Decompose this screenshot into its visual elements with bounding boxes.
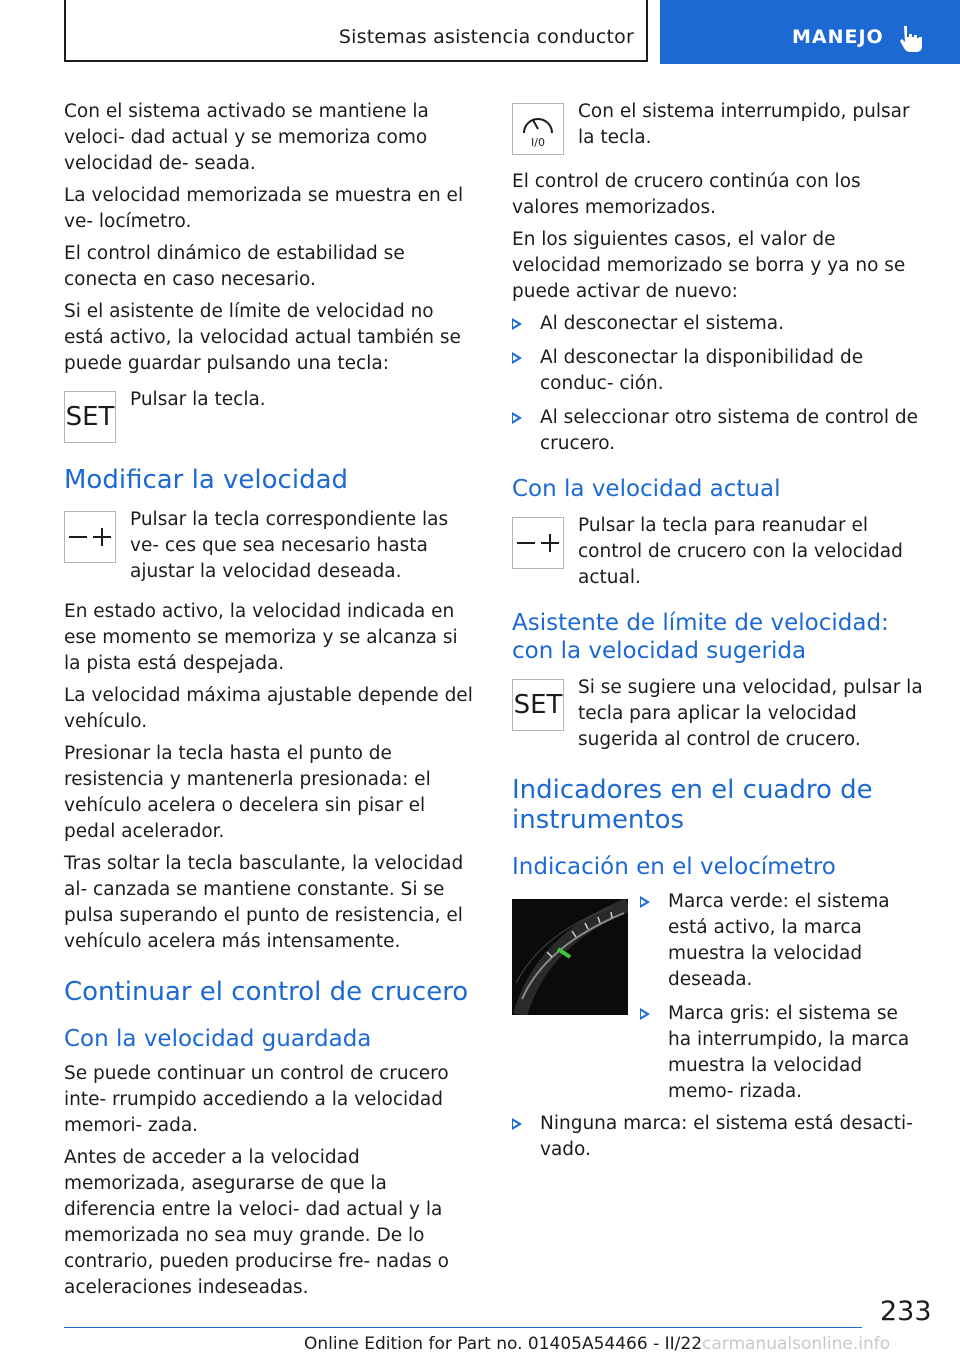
paragraph: La velocidad memorizada se muestra en el ve‐ locímetro.	[64, 185, 464, 232]
limit-set-instruction	[512, 675, 926, 753]
heading-saved-speed: Con la velocidad guardada	[64, 1026, 372, 1052]
no-mark-list	[512, 1111, 926, 1163]
paragraph: El control dinámico de estabilidad se conecta en caso necesario.	[64, 243, 405, 290]
watermark: carmanualsonline.info	[702, 1334, 891, 1354]
set-key-text: Pulsar la tecla.	[130, 389, 266, 410]
triangle-bullet-icon	[640, 896, 650, 908]
list-item: Marca gris: el sistema se ha interrumpido, la marca muestra la velocidad memo‐ rizada.	[640, 1001, 926, 1105]
heading-current-speed: Con la velocidad actual	[512, 476, 781, 502]
list-item: Al desconectar la disponibilidad de conduc‐ ción.	[512, 345, 926, 397]
limit-set-text: Si se sugiere una velocidad, pulsar la tecla para aplicar la velocidad sugerida al control de crucero.	[578, 677, 923, 750]
plus-minus-key-icon	[512, 517, 564, 569]
header-section-box	[64, 0, 648, 62]
resume-key-text: Con el sistema interrumpido, pulsar la tecla.	[578, 101, 910, 148]
heading-speed-limit-assist: Asistente de límite de velocidad: con la velocidad sugerida	[512, 610, 889, 664]
triangle-bullet-icon	[512, 412, 522, 424]
set-key-instruction	[64, 387, 478, 443]
delete-cases-list	[512, 311, 926, 457]
resume-key-icon	[512, 103, 564, 155]
current-speed-text: Pulsar la tecla para reanudar el control de crucero con la velocidad actual.	[578, 515, 903, 588]
heading-continue-cruise: Continuar el control de crucero	[64, 977, 469, 1007]
gauge-icon	[518, 109, 558, 137]
paragraph: En estado activo, la velocidad indicada en ese momento se memoriza y se alcanza si la pista está despejada.	[64, 601, 458, 674]
footer-divider	[64, 1327, 862, 1328]
speedometer-image	[512, 899, 628, 1015]
set-key-icon: SET	[64, 391, 116, 443]
paragraph: Presionar la tecla hasta el punto de resistencia y mantenerla presionada: el vehículo acelera o decelera sin pisar el pedal acelerador.	[64, 743, 431, 842]
heading-instrument-indicators: Indicadores en el cuadro de instrumentos	[512, 775, 873, 835]
current-speed-instruction	[512, 513, 926, 591]
list-item: Marca verde: el sistema está activo, la marca muestra la velocidad deseada.	[640, 889, 926, 993]
list-item: Ninguna marca: el sistema está desacti‐ vado.	[512, 1111, 926, 1163]
triangle-bullet-icon	[512, 1118, 522, 1130]
resume-key-label: I/0	[531, 136, 545, 149]
paragraph: Tras soltar la tecla basculante, la velocidad al‐ canzada se mantiene constante. Si se pulsa superando el punto de resistencia, el vehículo acelera más intensamente.	[64, 853, 464, 952]
heading-speedometer-display: Indicación en el velocímetro	[512, 854, 836, 880]
right-column	[512, 99, 926, 1171]
paragraph: Si el asistente de límite de velocidad no está activo, la velocidad actual también se puede guardar pulsando una tecla:	[64, 301, 461, 374]
heading-modify-speed: Modificar la velocidad	[64, 465, 349, 495]
speedometer-marks-list	[640, 889, 926, 1113]
triangle-bullet-icon	[640, 1008, 650, 1020]
paragraph: Se puede continuar un control de crucero inte‐ rrumpido accediendo a la velocidad memori‐ zada.	[64, 1063, 449, 1136]
triangle-bullet-icon	[512, 352, 522, 364]
chapter-tab-label: MANEJO	[792, 26, 884, 48]
paragraph: Con el sistema activado se mantiene la veloci‐ dad actual y se memoriza como velocidad de‐ seada.	[64, 101, 429, 174]
speedometer-section	[512, 889, 926, 1111]
plus-minus-instruction	[64, 507, 478, 585]
minus-plus-icon	[515, 531, 561, 555]
plus-minus-key-icon	[64, 511, 116, 563]
paragraph: El control de crucero continúa con los valores memorizados.	[512, 171, 861, 218]
left-column	[64, 99, 478, 1307]
paragraph: La velocidad máxima ajustable depende del vehículo.	[64, 685, 473, 732]
paragraph: En los siguientes casos, el valor de velocidad memorizado se borra y ya no se puede activar de nuevo:	[512, 229, 906, 302]
minus-plus-icon	[67, 525, 113, 549]
page-header	[64, 0, 960, 64]
chapter-tab[interactable]	[660, 0, 960, 64]
plus-minus-text: Pulsar la tecla correspondiente las ve‐ ces que sea necesario hasta ajustar la velocidad deseada.	[130, 509, 449, 582]
paragraph: Antes de acceder a la velocidad memorizada, asegurarse de que la diferencia entre la veloci‐ dad actual y la memorizada no sea muy grande. De lo contrario, pueden producirse fre‐ nadas o aceleraciones indeseadas.	[64, 1147, 449, 1298]
list-item: Al desconectar el sistema.	[512, 311, 926, 337]
list-item: Al seleccionar otro sistema de control de crucero.	[512, 405, 926, 457]
edition-footer: Online Edition for Part no. 01405A54466 - II/22	[304, 1334, 703, 1354]
triangle-bullet-icon	[512, 318, 522, 330]
page-number: 233	[880, 1296, 932, 1327]
hand-pointer-icon	[898, 24, 924, 54]
set-key-icon: SET	[512, 679, 564, 731]
resume-key-instruction	[512, 99, 926, 155]
section-title: Sistemas asistencia conductor	[338, 26, 634, 48]
